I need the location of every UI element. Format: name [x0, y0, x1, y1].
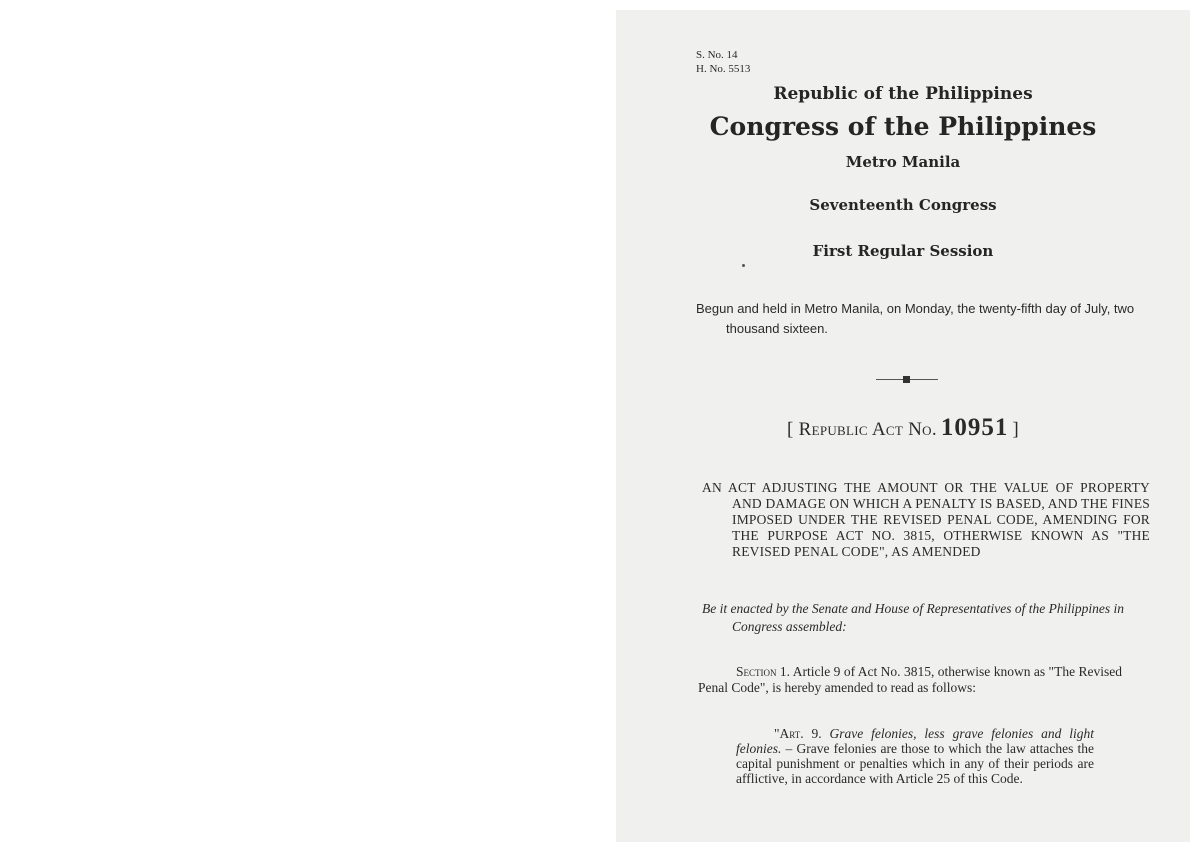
article-9-title: Grave felonies, less grave felonies and light felonies.	[736, 726, 1094, 756]
heading-city: Metro Manila	[845, 153, 961, 171]
begun-text: Begun and held in Metro Manila, on Monday, the twenty-fifth day of July, two thousand sixteen.	[696, 301, 1135, 336]
republic-act-bracket: ]	[1012, 419, 1020, 440]
heading-republic: Republic of the Philippines	[773, 84, 1033, 104]
act-title: AN ACT ADJUSTING THE AMOUNT OR THE VALUE OF PROPERTY AND DAMAGE ON WHICH A PENALTY IS BASED, AND THE FINES IMPOSED UNDER THE REVISED PENAL CODE, AMENDING FOR THE PURPOSE ACT NO. 3815, OTHERWISE KNOWN AS "THE REVISED PENAL CODE", AS AMENDED	[702, 480, 1150, 559]
heading-session: First Regular Session	[812, 242, 994, 260]
house-bill-number: H. No. 5513	[696, 63, 751, 75]
section-divider-ornament	[876, 374, 938, 386]
enacting-clause: Be it enacted by the Senate and House of Representatives of the Philippines in Congress assembled:	[702, 601, 1125, 634]
section-1-text: Article 9 of Act No. 3815, otherwise known as "The Revised Penal Code", is hereby amended to read as follows:	[698, 664, 1122, 695]
heading-congress: Congress of the Philippines	[709, 112, 1097, 141]
article-9-paragraph	[736, 726, 1094, 786]
section-1-paragraph	[698, 664, 1122, 696]
speck-mark	[742, 264, 745, 267]
article-9-text: – Grave felonies are those to which the law attaches the capital punishment or penalties which in any of their periods are afflictive, in accordance with Article 25 of this Code.	[736, 741, 1095, 786]
republic-act-heading	[616, 414, 1190, 442]
section-1-label: Section 1.	[736, 664, 791, 679]
republic-act-number: 10951	[940, 414, 1009, 441]
republic-act-label: [ Republic Act No.	[786, 419, 937, 440]
heading-congress-number: Seventeenth Congress	[809, 196, 997, 214]
document-page	[616, 10, 1190, 842]
senate-bill-number: S. No. 14	[696, 49, 738, 61]
article-9-label: "Art. 9.	[774, 726, 822, 741]
